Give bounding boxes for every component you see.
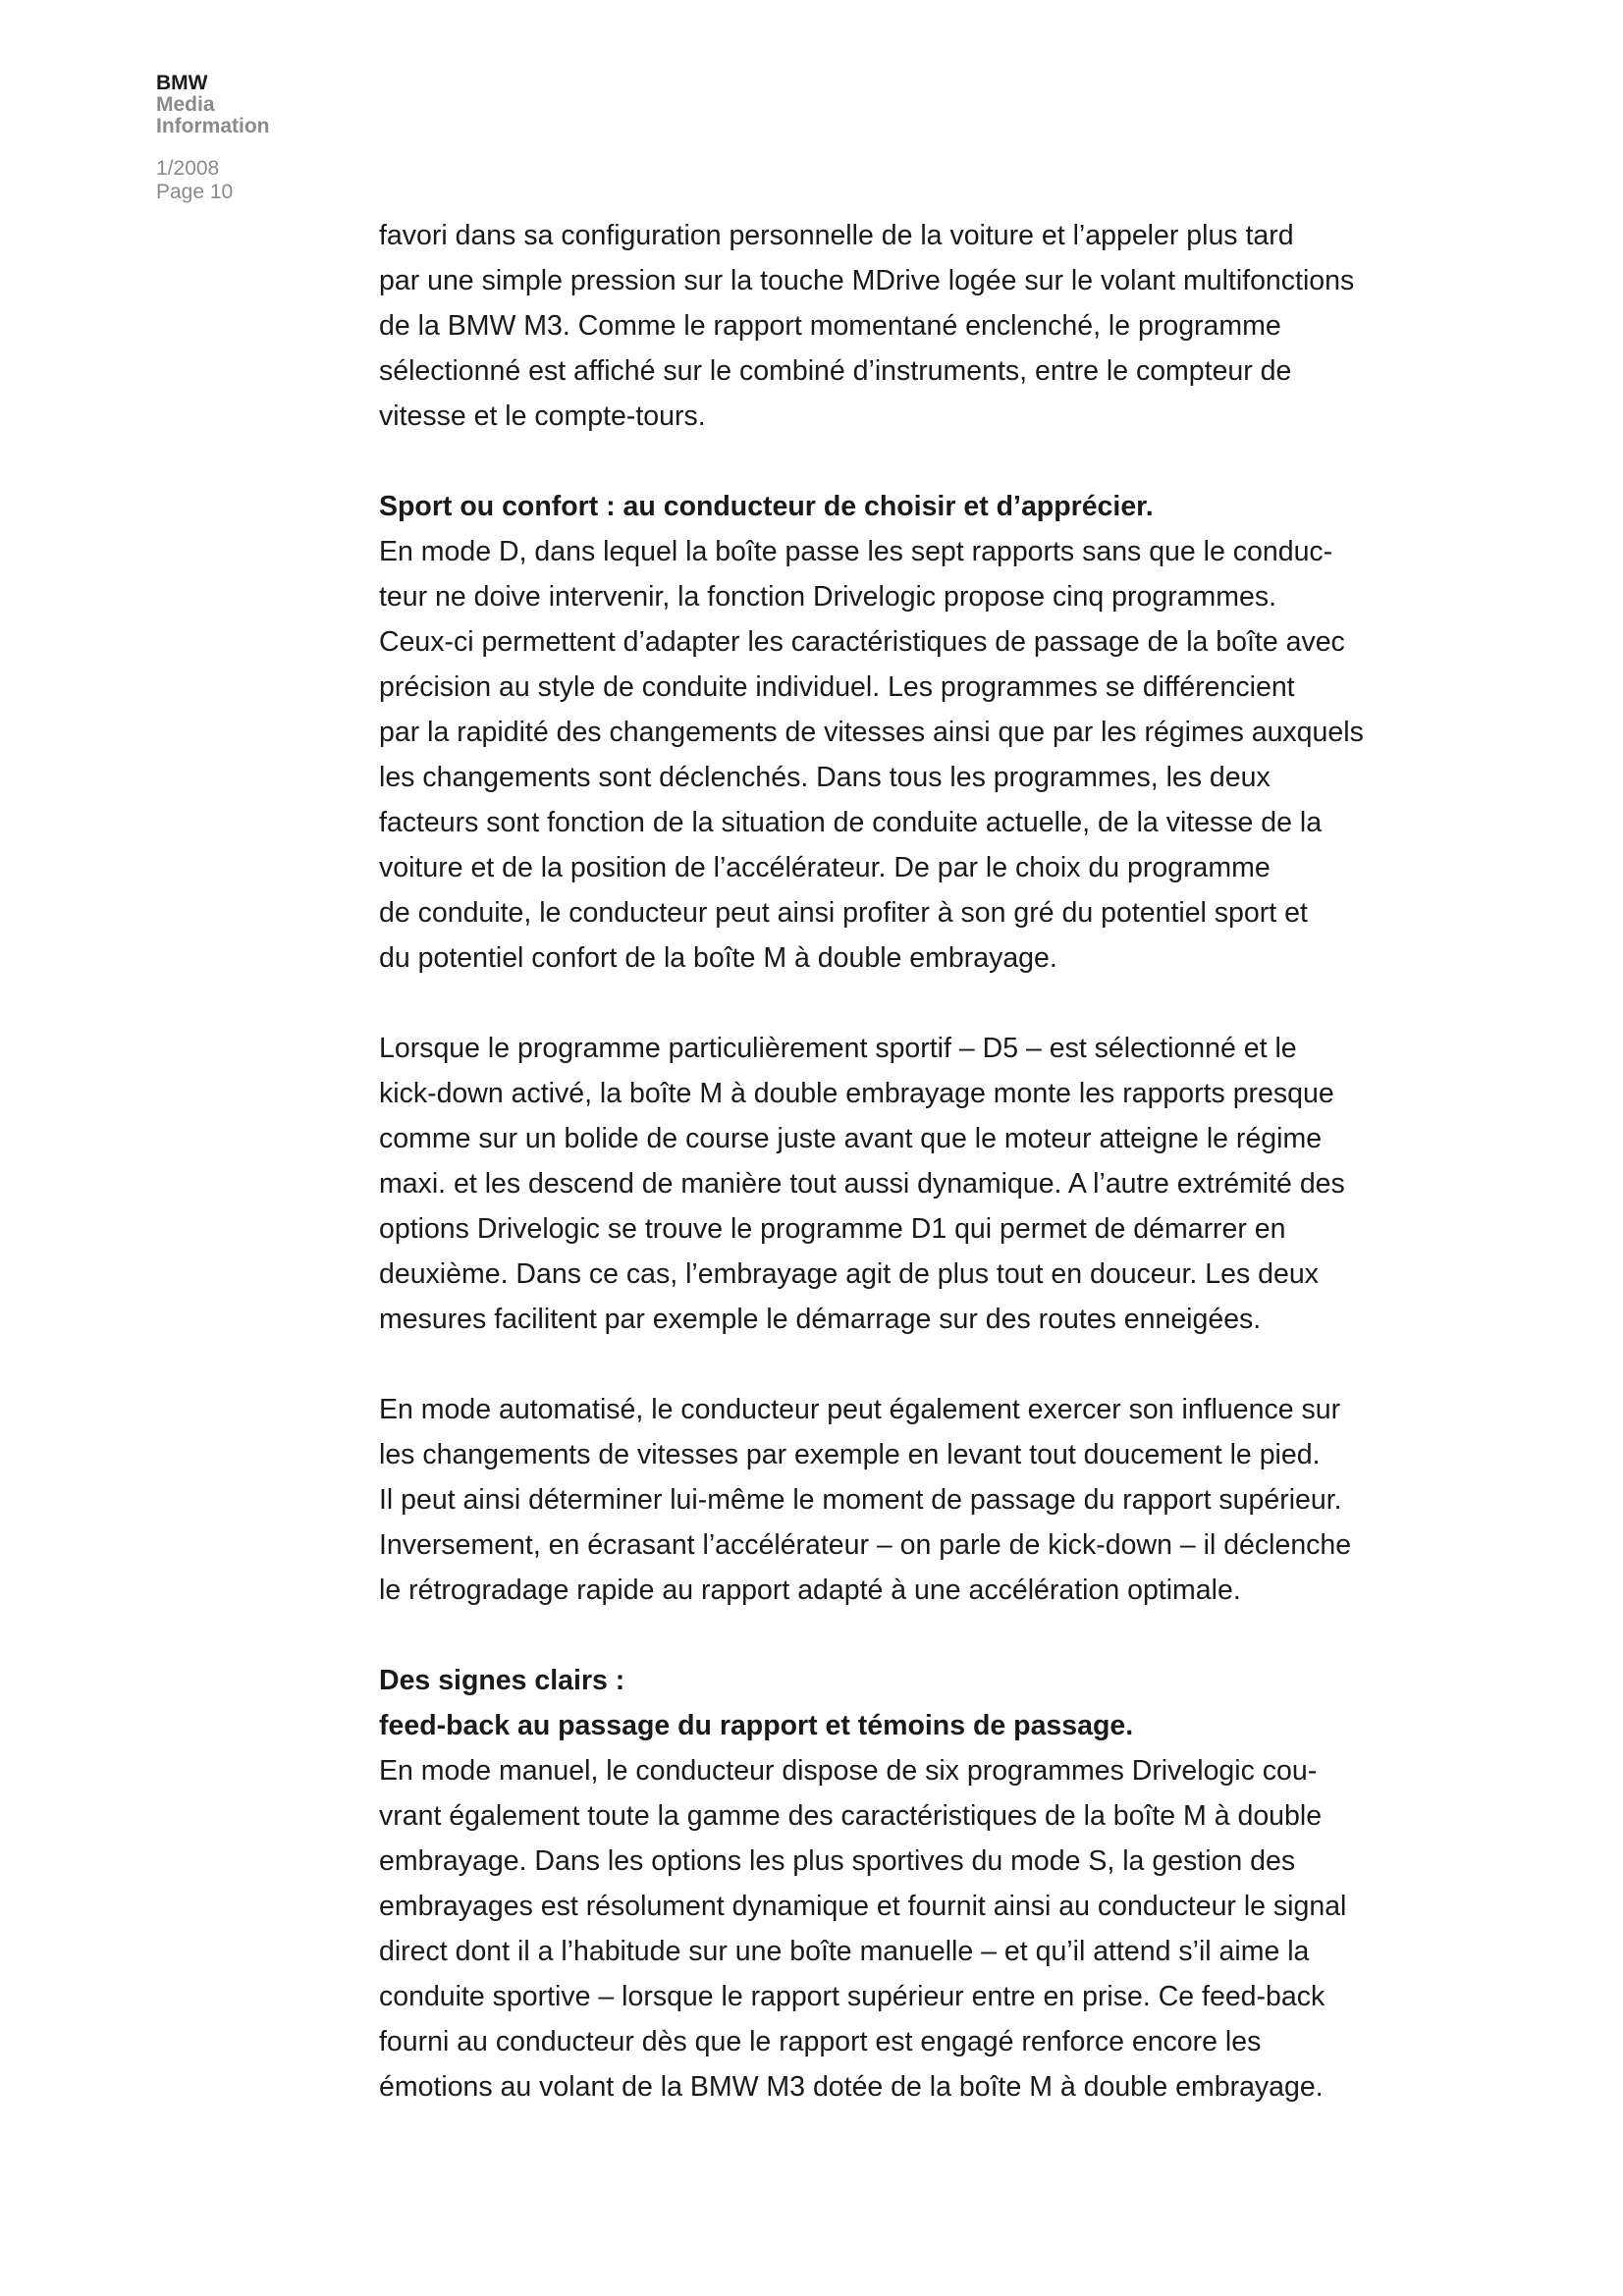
paragraph-d5-program: Lorsque le programme particulièrement sportif – D5 – est sélectionné et le kick-down activé, la boîte M à double embrayage monte les rapports presque comme sur un bolide de course juste avant que le moteur atteigne le régime maxi. et les descend de manière tout aussi dynamique. A l’autre extrémité des options Drivelogic se trouve le programme D1 qui permet de démarrer en deuxième. Dans ce cas, l’embrayage agit de plus tout en douceur. Les deux mesures facilitent par exemple le démarrage sur des routes enneigées.: [379, 1033, 1345, 1335]
paragraph-automated-mode: En mode automatisé, le conducteur peut également exercer son influence sur les changements de vitesses par exemple en levant tout doucement le pied. Il peut ainsi déterminer lui-même le moment de passage du rapport supérieur. Inversement, en écrasant l’accélérateur – on parle de kick-down – il déclenche le rétrogradage rapide au rapport adapté à une accélération optimale.: [379, 1394, 1352, 1606]
brand-block: [156, 73, 352, 137]
document-meta: [156, 157, 352, 204]
document-date: 1/2008: [156, 157, 220, 180]
paragraph-mode-d: En mode D, dans lequel la boîte passe les sept rapports sans que le conduc- teur ne doive intervenir, la fonction Drivelogic propose cinq programmes. Ceux-ci permettent d’adapter les caractéristiques de passage de la boîte avec précision au style de conduite individuel. Les programmes se différencient par la rapidité des changements de vitesses ainsi que par les régimes auxquels les changements sont déclenchés. Dans tous les programmes, les deux facteurs sont fonction de la situation de conduite actuelle, de la vitesse de la voiture et de la position de l’accélérateur. De par le choix du programme de conduite, le conducteur peut ainsi profiter à son gré du potentiel sport et du potentiel confort de la boîte M à double embrayage.: [379, 536, 1364, 974]
section-title-signes-clairs: Des signes clairs :: [379, 1665, 625, 1696]
paragraph-manual-mode: En mode manuel, le conducteur dispose de six programmes Drivelogic cou- vrant également toute la gamme des caractéristiques de la boîte M à double embrayage. Dans les options les plus sportives du mode S, la gestion des embrayages est résolument dynamique et fournit ainsi au conducteur le signal direct dont il a l’habitude sur une boîte manuelle – et qu’il attend s’il aime la conduite sportive – lorsque le rapport supérieur entre en prise. Ce feed-back fourni au conducteur dès que le rapport est engagé renforce encore les émotions au volant de la BMW M3 dotée de la boîte M à double embrayage.: [379, 1755, 1347, 2103]
page-number: Page 10: [156, 181, 234, 203]
section-title-sport-confort: Sport ou confort : au conducteur de choisir et d’apprécier.: [379, 491, 1154, 522]
paragraph-intro: favori dans sa configuration personnelle de la voiture et l’appeler plus tard par une simple pression sur la touche MDrive logée sur le volant multifonctions de la BMW M3. Comme le rapport momentané enclenché, le programme sélectionné est affiché sur le combiné d’instruments, entre le compteur de vitesse et le compte-tours.: [379, 220, 1355, 432]
brand-information: Information: [156, 115, 270, 137]
section-subtitle-feedback: feed-back au passage du rapport et témoins de passage.: [379, 1710, 1134, 1741]
brand-media: Media: [156, 93, 215, 116]
document-header: [156, 73, 352, 204]
brand-name: BMW: [156, 72, 208, 94]
document-body: [379, 213, 1420, 2155]
